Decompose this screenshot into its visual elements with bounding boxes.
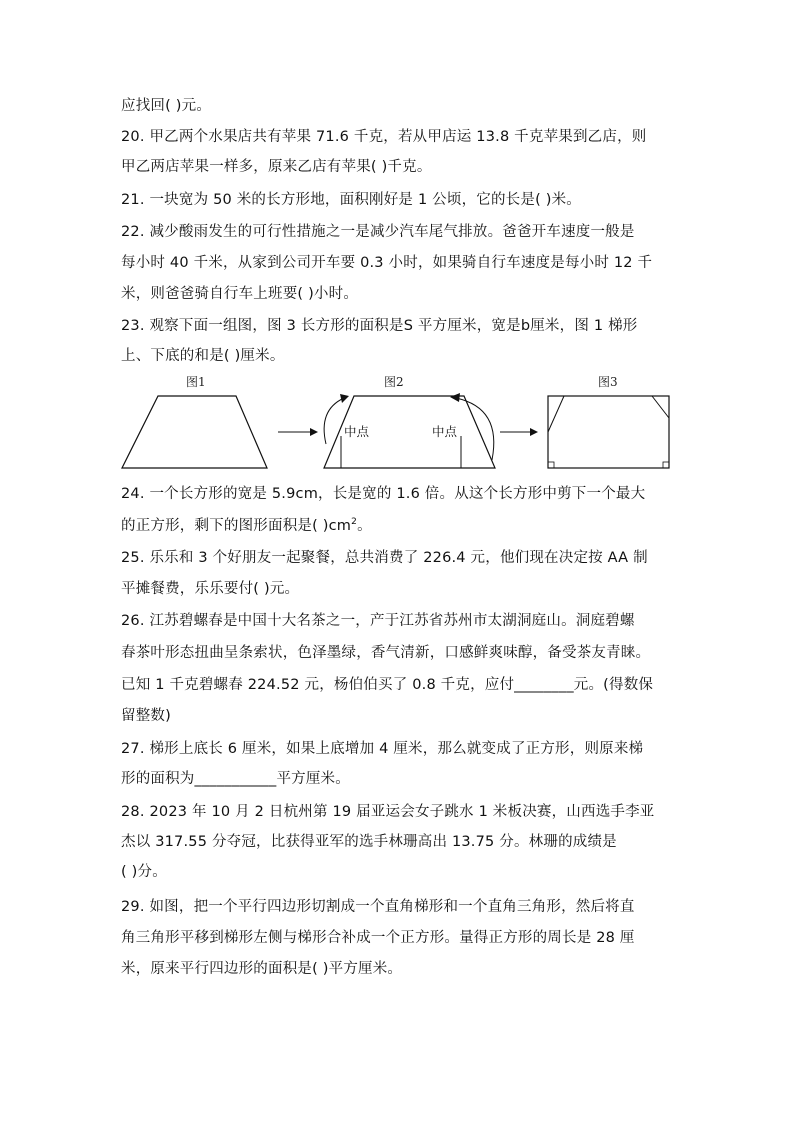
right-angle-mark-left bbox=[548, 462, 554, 468]
question-29-line-1: 29. 如图，把一个平行四边形切割成一个直角梯形和一个直角三角形，然后将直 bbox=[121, 899, 635, 915]
arrow-1-head bbox=[310, 428, 318, 436]
question-26-line-4: 留整数) bbox=[121, 708, 171, 724]
square-unit-superscript: 2 bbox=[351, 517, 358, 528]
figure-1-label: 图1 bbox=[186, 375, 206, 389]
question-25-line-2: 平摊餐费，乐乐要付( )元。 bbox=[121, 581, 300, 597]
question-22-line-1: 22. 减少酸雨发生的可行性措施之一是减少汽车尾气排放。爸爸开车速度一般是 bbox=[121, 224, 635, 240]
question-21: 21. 一块宽为 50 米的长方形地，面积刚好是 1 公顷，它的长是( )米。 bbox=[121, 192, 582, 208]
question-24-line-1: 24. 一个长方形的宽是 5.9cm，长是宽的 1.6 倍。从这个长方形中剪下一个最大 bbox=[121, 486, 646, 502]
text-line: 应找回( )元。 bbox=[121, 98, 212, 114]
question-26-line-3: 已知 1 千克碧螺春 224.52 元，杨伯伯买了 0.8 千克，应付________元。(得数保 bbox=[121, 677, 654, 693]
question-28-line-1: 28. 2023 年 10 月 2 日杭州第 19 届亚运会女子跳水 1 米板决赛，山西选手李亚 bbox=[121, 804, 655, 820]
question-24-end: 。 bbox=[357, 518, 372, 534]
question-27-line-1: 27. 梯形上底长 6 厘米，如果上底增加 4 厘米，那么就变成了正方形，则原来梯 bbox=[121, 741, 644, 757]
question-25-line-1: 25. 乐乐和 3 个好朋友一起聚餐，总共消费了 226.4 元，他们现在决定按 AA 制 bbox=[121, 550, 648, 566]
question-24-text: 的正方形，剩下的图形面积是( )cm bbox=[121, 518, 352, 534]
question-28-line-3: ( )分。 bbox=[121, 864, 167, 880]
right-angle-mark-right bbox=[663, 462, 669, 468]
figure-3-label: 图3 bbox=[598, 375, 618, 389]
midpoint-label-right: 中点 bbox=[432, 424, 458, 439]
arrow-2-head bbox=[530, 428, 538, 436]
question-20-line-1: 20. 甲乙两个水果店共有苹果 71.6 千克，若从甲店运 13.8 千克苹果到乙店，则 bbox=[121, 129, 647, 145]
question-22-line-2: 每小时 40 千米，从家到公司开车要 0.3 小时，如果骑自行车速度是每小时 12 千 bbox=[121, 255, 653, 271]
rotate-arrow-right-head bbox=[450, 393, 460, 402]
question-23-line-2: 上、下底的和是( )厘米。 bbox=[121, 348, 285, 364]
figure-1-trapezoid bbox=[122, 396, 267, 468]
question-26-line-2: 春茶叶形态扭曲呈条索状，色泽墨绿，香气清新，口感鲜爽味醇，备受茶友青睐。 bbox=[121, 645, 651, 661]
trapezoid-transformation-diagram bbox=[118, 374, 678, 474]
trapezoid-figure-row bbox=[118, 374, 678, 474]
figure-3-right-seam bbox=[652, 396, 669, 418]
figure-3-rectangle bbox=[548, 396, 669, 468]
figure-3-left-seam bbox=[548, 396, 564, 432]
question-27-line-2: 形的面积为___________平方厘米。 bbox=[121, 771, 350, 787]
midpoint-label-left: 中点 bbox=[344, 424, 370, 439]
question-29-line-3: 米，原来平行四边形的面积是( )平方厘米。 bbox=[121, 961, 403, 977]
question-28-line-2: 杰以 317.55 分夺冠，比获得亚军的选手林珊高出 13.75 分。林珊的成绩是 bbox=[121, 834, 617, 850]
question-23-line-1: 23. 观察下面一组图，图 3 长方形的面积是S 平方厘米，宽是b厘米，图 1 梯形 bbox=[121, 318, 638, 334]
figure-2-label: 图2 bbox=[384, 375, 404, 389]
question-29-line-2: 角三角形平移到梯形左侧与梯形合补成一个正方形。量得正方形的周长是 28 厘 bbox=[121, 930, 635, 946]
question-20-line-2: 甲乙两店苹果一样多，原来乙店有苹果( )千克。 bbox=[121, 159, 432, 175]
question-26-line-1: 26. 江苏碧螺春是中国十大名茶之一，产于江苏省苏州市太湖洞庭山。洞庭碧螺 bbox=[121, 613, 635, 629]
question-24-line-2 bbox=[121, 516, 681, 536]
rotate-arrow-left-head bbox=[340, 394, 349, 403]
question-22-line-3: 米，则爸爸骑自行车上班要( )小时。 bbox=[121, 286, 359, 302]
